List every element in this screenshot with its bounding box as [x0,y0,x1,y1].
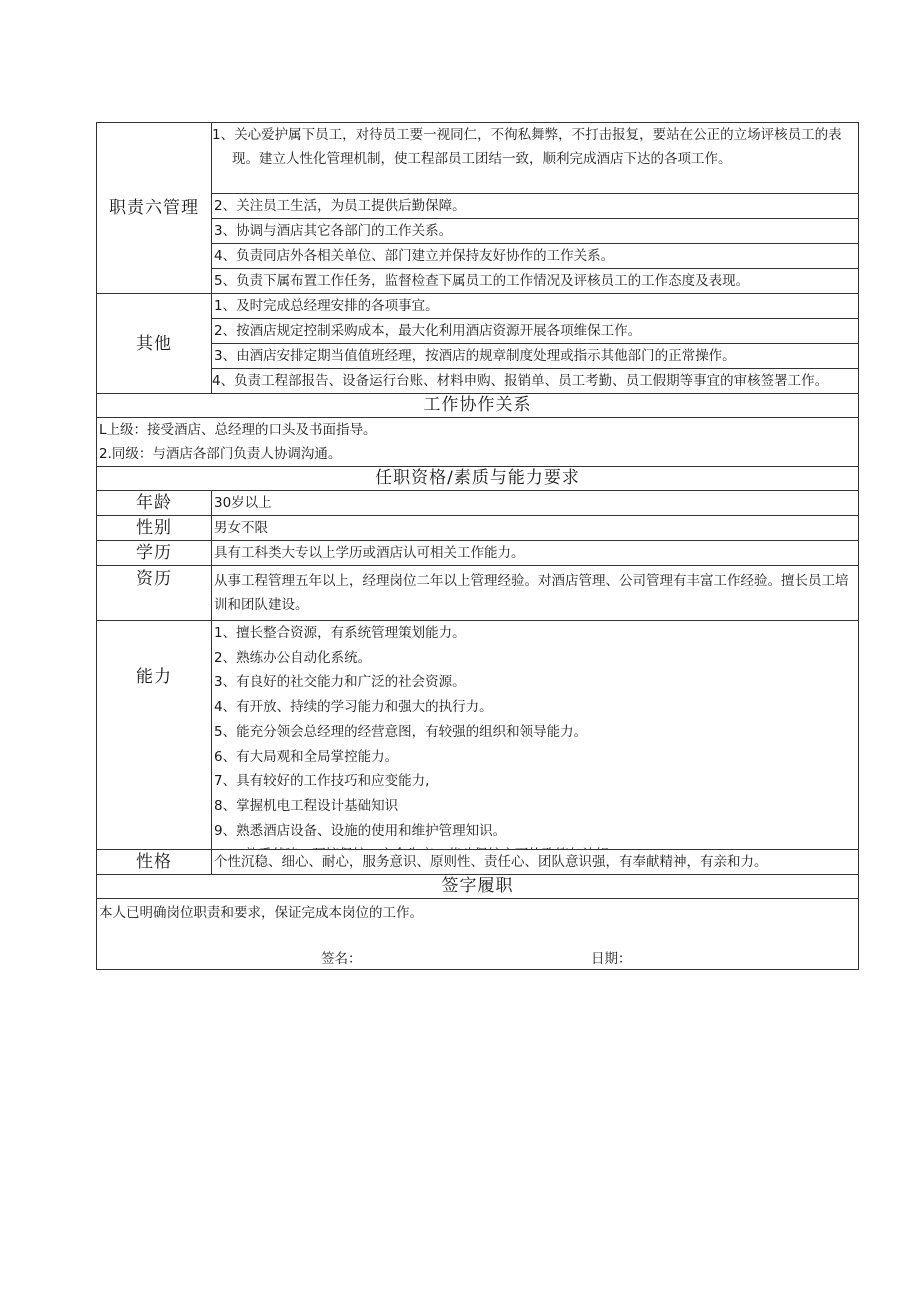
gender-row [97,516,859,541]
qualifications-title-row [97,467,859,491]
ability-item: 9、熟悉酒店设备、设施的使用和维护管理知识。 [214,822,507,839]
job-description-document [96,122,858,970]
ability-item: 8、掌握机电工程设计基础知识 [214,797,399,814]
cooperation-item-1: L上级：接受酒店、总经理的口头及书面指导。 [99,422,377,438]
ability-item: 5、能充分领会总经理的经营意图，有较强的组织和领导能力。 [214,723,588,740]
age-row [97,491,859,516]
signature-date-label: 日期： [591,951,632,967]
ability-item: 4、有开放、持续的学习能力和强大的执行力。 [214,699,493,716]
ability-item: 6、有大局观和全局掌控能力。 [214,748,399,765]
experience-label: 资历 [97,566,212,621]
other-row-1 [97,294,859,319]
duties-item-3: 3、协调与酒店其它各部门的工作关系。 [212,219,859,244]
duties-item-2: 2、关注员工生活，为员工提供后勤保障。 [212,194,859,219]
signature-row [97,899,859,970]
other-item-1: 1、及时完成总经理安排的各项事宜。 [212,294,859,319]
duties-row-2 [97,194,859,219]
other-row-2 [97,319,859,344]
age-label: 年龄 [97,491,212,516]
cooperation-title-row [97,394,859,418]
signature-name-label: 签名： [321,951,362,967]
other-label: 其他 [97,294,212,394]
other-item-4: 4、负责工程部报告、设备运行台账、材料申购、报销单、员工考勤、员工假期等事宜的审核签署工作。 [212,369,859,394]
personality-value: 个性沉稳、细心、耐心，服务意识、原则性、责任心、团队意识强，有奉献精神，有亲和力。 [212,850,859,875]
other-row-4 [97,369,859,394]
ability-row [97,621,859,850]
experience-value: 从事工程管理五年以上，经理岗位二年以上管理经验。对酒店管理、公司管理有丰富工作经验。擅长员工培训和团队建设。 [212,566,859,621]
personality-label: 性格 [97,850,212,875]
education-value: 具有工科类大专以上学历或酒店认可相关工作能力。 [212,541,859,566]
experience-row [97,566,859,621]
cooperation-item-2: 2.同级：与酒店各部门负责人协调沟通。 [99,446,342,462]
job-description-table [96,122,859,970]
cooperation-title: 工作协作关系 [97,394,859,418]
ability-list [214,621,856,849]
other-row-3 [97,344,859,369]
signature-title-row [97,875,859,899]
qualifications-title: 任职资格/素质与能力要求 [97,467,859,491]
duties-row-4 [97,244,859,269]
ability-item: 3、有良好的社交能力和广泛的社会资源。 [214,674,466,691]
duties-item-1: 1、关心爱护属下员工，对待员工要一视同仁，不徇私舞弊，不打击报复，要站在公正的立场评核员工的表现。建立人性化管理机制，使工程部员工团结一致，顺利完成酒店下达的各项工作。 [212,123,859,194]
duties-row-5 [97,269,859,294]
other-item-3: 3、由酒店安排定期当值值班经理，按酒店的规章制度处理或指示其他部门的正常操作。 [212,344,859,369]
ability-label: 能力 [97,621,212,850]
cooperation-row [97,418,859,467]
duties-item-5: 5、负责下属布置工作任务，监督检查下属员工的工作情况及评核员工的工作态度及表现。 [212,269,859,294]
ability-item: 1、擅长整合资源，有系统管理策划能力。 [214,625,466,641]
duties-row-3 [97,219,859,244]
cooperation-content [97,418,859,467]
duties-item-4: 4、负责同店外各相关单位、部门建立并保持友好协作的工作关系。 [212,244,859,269]
duties-row-1 [97,123,859,194]
signature-title: 签字履职 [97,875,859,899]
education-row [97,541,859,566]
duties-label: 职责六管理 [97,123,212,294]
gender-label: 性别 [97,516,212,541]
other-item-2: 2、按酒店规定控制采购成本，最大化利用酒店资源开展各项维保工作。 [212,319,859,344]
ability-item: 2、熟练办公自动化系统。 [214,649,372,666]
signature-statement: 本人已明确岗位职责和要求，保证完成本岗位的工作。 [99,905,423,921]
personality-row [97,850,859,875]
gender-value: 男女不限 [212,516,859,541]
signature-cell [97,899,859,970]
education-label: 学历 [97,541,212,566]
ability-item [214,843,856,849]
age-value: 30岁以上 [212,491,859,516]
ability-cell [212,621,859,850]
ability-item: 7、具有较好的工作技巧和应变能力, [214,773,430,790]
